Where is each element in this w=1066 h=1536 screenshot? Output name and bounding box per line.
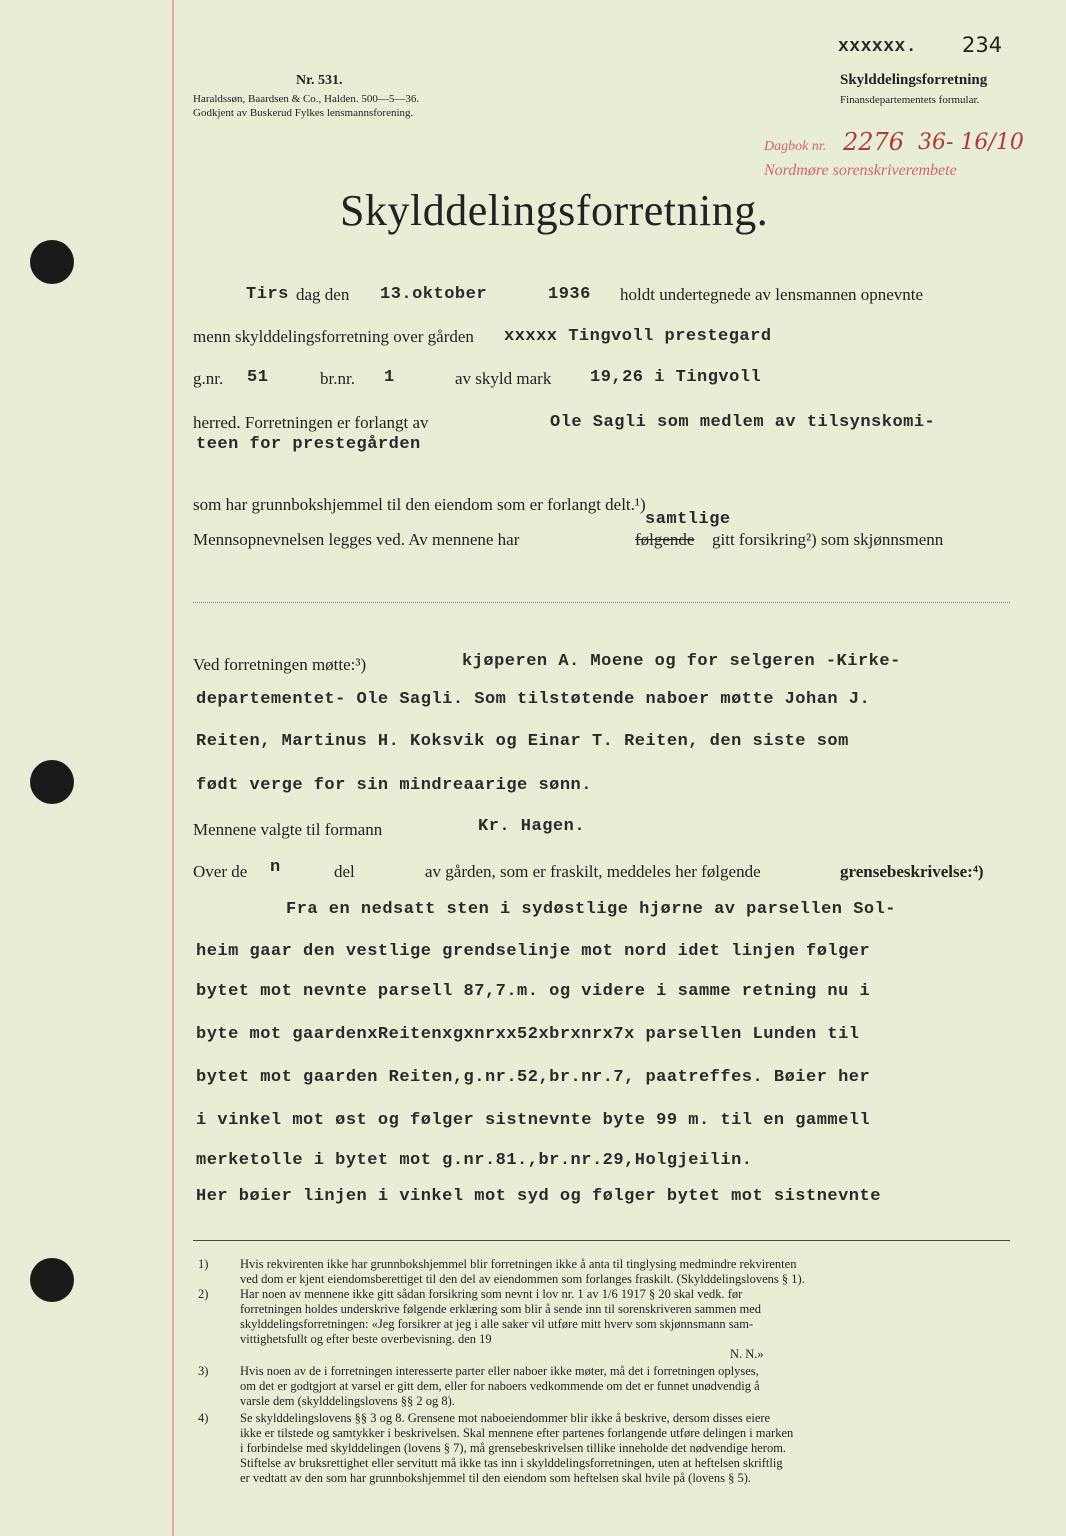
footnote-line: Stiftelse av bruksrettighet eller servitutt må ikke tas inn i skylddelingsforretningen, uten at heftelsen skriftlig xyxy=(240,1456,783,1470)
label-skyld: av skyld mark xyxy=(455,369,552,388)
year: 1936 xyxy=(548,285,591,304)
boundary-line: bytet mot gaarden Reiten,g.nr.52,br.nr.7, paatreffes. Bøier her xyxy=(196,1068,871,1087)
footnote-signature: N. N.» xyxy=(730,1347,764,1361)
form-title: Skylddelingsforretning xyxy=(840,72,988,88)
boundary-line: merketolle i bytet mot g.nr.81.,br.nr.29,Holgjeilin. xyxy=(196,1151,753,1170)
part-value: n xyxy=(270,858,281,877)
label-boundary: grensebeskrivelse:⁴) xyxy=(840,862,984,881)
printer-line: Godkjent av Buskerud Fylkes lensmannsforening. xyxy=(193,107,414,119)
dagbok-entry: 2276 xyxy=(843,128,905,156)
line-text: herred. Forretningen er forlangt av xyxy=(193,413,429,432)
footnote-number: 4) xyxy=(198,1411,209,1425)
inserted-word: samtlige xyxy=(645,510,731,529)
boundary-line: Her bøier linjen i vinkel mot syd og følger bytet mot sistnevnte xyxy=(196,1187,881,1206)
footnote-line: i forbindelse med skylddelingen (lovens § 7), må grensebeskrivelsen tillike inneholde det nødvendige herom. xyxy=(240,1441,787,1455)
boundary-line: heim gaar den vestlige grendselinje mot nord idet linjen følger xyxy=(196,942,871,961)
form-number: Nr. 531. xyxy=(296,73,343,88)
footnote-number: 2) xyxy=(198,1287,209,1301)
skyld-value: 19,26 i Tingvoll xyxy=(590,368,762,387)
label-bnr: br.nr. xyxy=(320,369,355,388)
line-text: av gården, som er fraskilt, meddeles her følgende xyxy=(425,862,761,881)
footnote-line: ved dom er kjent eiendomsberettiget til den del av eiendommen som forlanges fraskilt. (Skylddelingslovens § 1). xyxy=(240,1272,805,1286)
footnote-number: 1) xyxy=(198,1257,209,1271)
boundary-line: i vinkel mot øst og følger sistnevnte byte 99 m. til en gammell xyxy=(196,1111,871,1130)
dotted-line xyxy=(193,602,1010,603)
boundary-line: bytet mot nevnte parsell 87,7.m. og videre i samme retning nu i xyxy=(196,982,871,1001)
page-title: Skylddelingsforretning. xyxy=(340,186,769,235)
label-attended: Ved forretningen møtte:³) xyxy=(193,655,367,674)
page-number: 234 xyxy=(962,33,1003,57)
footnote-line: ikke er tilstede og samtykker i beskrivelsen. Skal mennene efter partenes forlangende utføre delingen i marken xyxy=(240,1426,794,1440)
punch-hole xyxy=(30,240,74,284)
label-del: del xyxy=(334,862,355,881)
footnote-line: Hvis noen av de i forretningen interesserte parter eller naboer ikke møter, må det i forretningen oplyses, xyxy=(240,1364,759,1378)
farm-name: xxxxx Tingvoll prestegard xyxy=(504,327,772,346)
form-subtitle: Finansdepartementets formular. xyxy=(840,94,980,106)
punch-hole xyxy=(30,760,74,804)
footnote-rule xyxy=(193,1240,1010,1241)
label-gnr: g.nr. xyxy=(193,369,224,388)
weekday: Tirs xyxy=(246,285,289,304)
footnote-line: er vedtatt av den som har grunnbokshjemmel til den eiendom som heftelsen skal hvile på (lovens § 5). xyxy=(240,1471,751,1485)
boundary-line: byte mot gaardenxReitenxgxnrxx52xbrxnrx7x parsellen Lunden til xyxy=(196,1025,860,1044)
label-chairman: Mennene valgte til formann xyxy=(193,820,383,839)
dagbok-date: 36- 16/10 xyxy=(918,130,1024,155)
dagbok-stamp: Dagbok nr. xyxy=(764,139,827,154)
line-text: holdt undertegnede av lensmannen opnevnte xyxy=(620,285,924,304)
footnote-line: Se skylddelingslovens §§ 3 og 8. Grensene mot naboeiendommer blir ikke å beskrive, dersom disses eiere xyxy=(240,1411,771,1425)
margin-line xyxy=(172,0,174,1536)
requester: Ole Sagli som medlem av tilsynskomi- xyxy=(550,413,936,432)
footnote-line: om det er godtgjort at varsel er gitt dem, eller for naboers vedkommende om det er funnet unødvendig å xyxy=(240,1379,760,1393)
label-over: Over de xyxy=(193,862,248,881)
office-stamp: Nordmøre sorenskriverembete xyxy=(764,162,957,179)
boundary-line: Fra en nedsatt sten i sydøstlige hjørne av parsellen Sol- xyxy=(286,900,896,919)
label-dag: dag den xyxy=(296,285,350,304)
footnote-number: 3) xyxy=(198,1364,209,1378)
punch-hole xyxy=(30,1258,74,1302)
chairman: Kr. Hagen. xyxy=(478,817,586,836)
attendees-cont: født verge for sin mindreaarige sønn. xyxy=(196,776,592,795)
attendees-cont: departementet- Ole Sagli. Som tilstøtende naboer møtte Johan J. xyxy=(196,690,871,709)
footnote-line: forretningen holdes underskrive følgende erklæring som blir å sende inn til sorenskriveren sammen med xyxy=(240,1302,762,1316)
printer-line: Haraldssøn, Baardsen & Co., Halden. 500—5—36. xyxy=(193,93,420,105)
footnote-line: Har noen av mennene ikke gitt sådan forsikring som nevnt i lov nr. 1 av 1/6 1917 § 20 skal vedk. før xyxy=(240,1287,743,1301)
line-text: som har grunnbokshjemmel til den eiendom som er forlangt delt.¹) xyxy=(193,495,646,514)
attendees: kjøperen A. Moene og for selgeren -Kirke- xyxy=(462,652,901,671)
line-text: gitt forsikring²) som skjønnsmenn xyxy=(712,530,944,549)
requester-cont: teen for prestegården xyxy=(196,435,421,454)
date: 13.oktober xyxy=(380,285,488,304)
line-text: Mennsopnevnelsen legges ved. Av mennene har xyxy=(193,530,520,549)
footnote-line: varsle dem (skylddelingslovens §§ 2 og 8). xyxy=(240,1394,455,1408)
footnote-line: skylddelingsforretningen: «Jeg forsikrer at jeg i alle saker vil utføre mitt hverv som skjønnsmann sam- xyxy=(240,1317,754,1331)
footnote-line: Hvis rekvirenten ikke har grunnbokshjemmel blir forretningen ikke å anta til tinglysing medmindre rekvirenten xyxy=(240,1257,797,1271)
attendees-cont: Reiten, Martinus H. Koksvik og Einar T. Reiten, den siste som xyxy=(196,732,849,751)
top-stamp: xxxxxx. xyxy=(838,37,918,57)
struck-word: følgende xyxy=(635,530,695,549)
footnote-line: vittighetsfullt og efter beste overbevisning. den 19 xyxy=(240,1332,492,1346)
gnr-value: 51 xyxy=(247,368,269,387)
line-text: menn skylddelingsforretning over gården xyxy=(193,327,474,346)
bnr-value: 1 xyxy=(384,368,395,387)
